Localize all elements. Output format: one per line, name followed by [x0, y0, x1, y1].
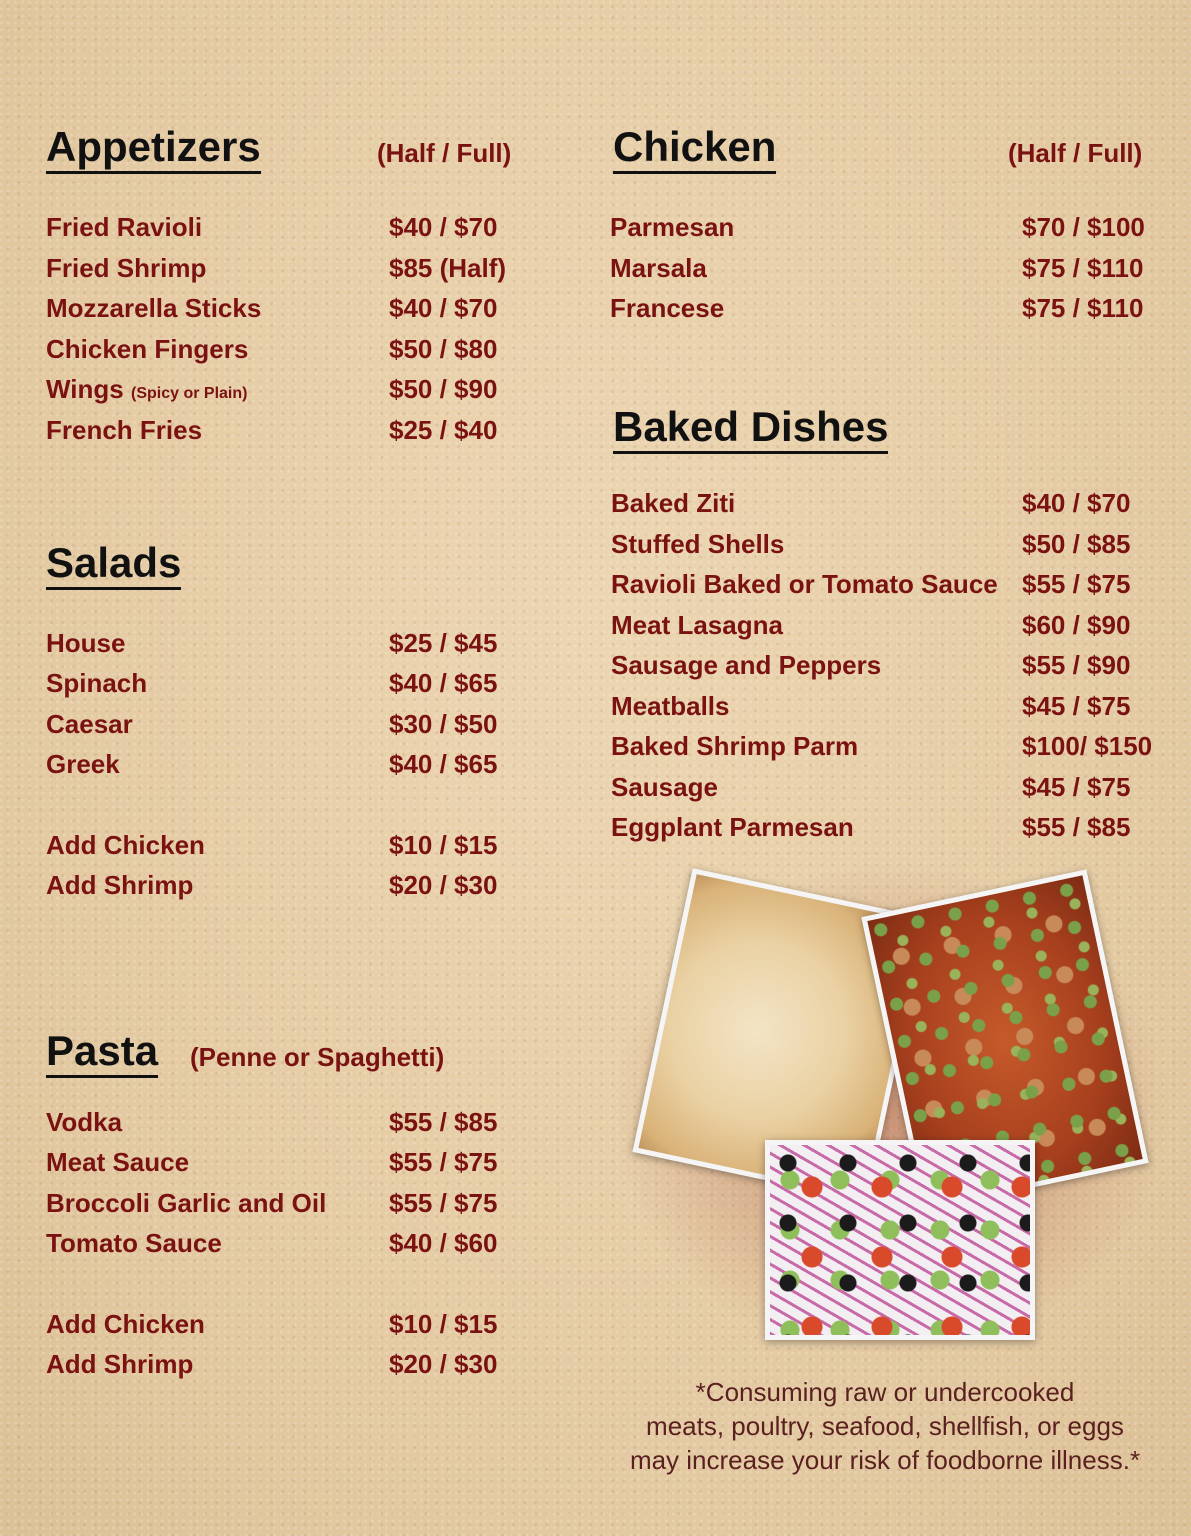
menu-item-price: $45 / $75: [1022, 772, 1131, 802]
menu-item-name: Eggplant Parmesan: [611, 812, 854, 842]
appetizers-heading: Appetizers: [46, 125, 261, 174]
menu-item-price: $25 / $40: [389, 415, 498, 445]
menu-item-name: Chicken Fingers: [46, 334, 249, 364]
menu-item-name: Francese: [610, 293, 725, 323]
menu-item-name: Greek: [46, 749, 120, 779]
menu-item-name: French Fries: [46, 415, 203, 445]
menu-item-price: $55 / $75: [1022, 569, 1131, 599]
addon-price: $20 / $30: [389, 870, 498, 900]
menu-item-price: $100/ $150: [1022, 731, 1153, 761]
menu-item-name: Broccoli Garlic and Oil: [46, 1188, 327, 1218]
menu-item-price: $30 / $50: [389, 709, 498, 739]
menu-item-price: $85 (Half): [389, 253, 507, 283]
menu-item-price: $55 / $85: [1022, 812, 1131, 842]
addon-name: Add Shrimp: [46, 870, 194, 900]
menu-item-name-wings: [46, 374, 247, 405]
menu-item-name: Wings: [46, 374, 124, 404]
menu-item-name: Vodka: [46, 1107, 123, 1137]
disclaimer-line: meats, poultry, seafood, shellfish, or eggs: [646, 1411, 1124, 1441]
menu-item-name: Parmesan: [610, 212, 735, 242]
addon-price: $10 / $15: [389, 830, 498, 860]
menu-item-name: Sausage and Peppers: [611, 650, 882, 680]
menu-item-price: $50 / $90: [389, 374, 498, 404]
food-safety-disclaimer: [600, 1375, 1170, 1477]
menu-item-price: $75 / $110: [1022, 293, 1144, 323]
menu-item-name: Ravioli Baked or Tomato Sauce: [611, 569, 998, 599]
pasta-subtitle: (Penne or Spaghetti): [190, 1042, 445, 1072]
menu-item-name: Sausage: [611, 772, 718, 802]
addon-name: Add Chicken: [46, 1309, 205, 1339]
menu-item-price: $40 / $70: [389, 293, 498, 323]
menu-item-name: Stuffed Shells: [611, 529, 785, 559]
menu-item-name: Meat Lasagna: [611, 610, 783, 640]
menu-item-price: $55 / $85: [389, 1107, 498, 1137]
menu-item-name: Baked Shrimp Parm: [611, 731, 859, 761]
disclaimer-line: may increase your risk of foodborne illness.*: [629, 1445, 1141, 1475]
baked-dishes-heading: Baked Dishes: [613, 405, 888, 454]
menu-item-name: Marsala: [610, 253, 707, 283]
menu-item-price: $55 / $90: [1022, 650, 1131, 680]
menu-item-price: $50 / $85: [1022, 529, 1131, 559]
menu-item-price: $50 / $80: [389, 334, 498, 364]
menu-item-price: $60 / $90: [1022, 610, 1131, 640]
menu-item-price: $55 / $75: [389, 1188, 498, 1218]
menu-item-price: $25 / $45: [389, 628, 498, 658]
menu-item-note: (Spicy or Plain): [131, 385, 248, 402]
menu-item-price: $40 / $65: [389, 668, 498, 698]
addon-name: Add Shrimp: [46, 1349, 194, 1379]
menu-item-name: Mozzarella Sticks: [46, 293, 262, 323]
menu-item-name: Meat Sauce: [46, 1147, 190, 1177]
appetizers-sizes-label: (Half / Full): [377, 138, 512, 168]
menu-item-price: $40 / $65: [389, 749, 498, 779]
menu-item-name: Fried Shrimp: [46, 253, 207, 283]
salad-photo: [765, 1140, 1035, 1340]
menu-item-price: $75 / $110: [1022, 253, 1144, 283]
addon-price: $10 / $15: [389, 1309, 498, 1339]
disclaimer-line: *Consuming raw or undercooked: [695, 1377, 1075, 1407]
pasta-heading: Pasta: [46, 1029, 158, 1078]
menu-item-name: Baked Ziti: [611, 488, 736, 518]
addon-name: Add Chicken: [46, 830, 205, 860]
menu-item-name: Tomato Sauce: [46, 1228, 222, 1258]
salads-heading: Salads: [46, 541, 181, 590]
chicken-heading: Chicken: [613, 125, 776, 174]
addon-price: $20 / $30: [389, 1349, 498, 1379]
menu-item-name: Caesar: [46, 709, 133, 739]
menu-item-price: $40 / $70: [1022, 488, 1131, 518]
menu-item-price: $55 / $75: [389, 1147, 498, 1177]
menu-item-price: $40 / $60: [389, 1228, 498, 1258]
menu-item-price: $45 / $75: [1022, 691, 1131, 721]
menu-item-name: Meatballs: [611, 691, 730, 721]
menu-item-name: House: [46, 628, 126, 658]
menu-item-price: $70 / $100: [1022, 212, 1145, 242]
chicken-sizes-label: (Half / Full): [1008, 138, 1143, 168]
menu-item-price: $40 / $70: [389, 212, 498, 242]
menu-item-name: Spinach: [46, 668, 148, 698]
menu-item-name: Fried Ravioli: [46, 212, 203, 242]
food-photo-collage: [630, 870, 1150, 1350]
